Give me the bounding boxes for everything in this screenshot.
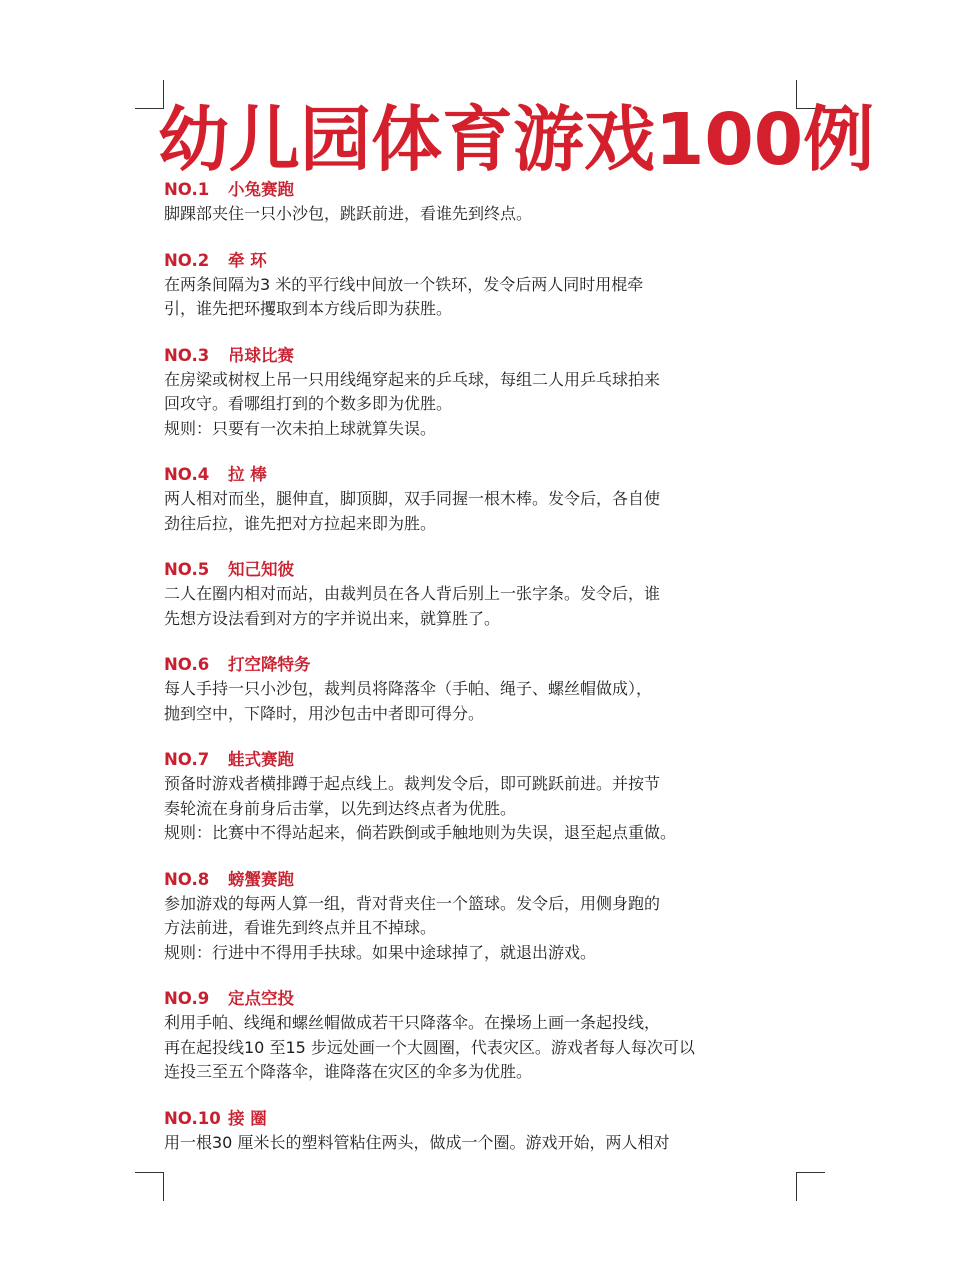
game-number: NO.1 bbox=[164, 180, 210, 199]
game-description-line: 规则：行进中不得用手扶球。如果中途球掉了，就退出游戏。 bbox=[164, 942, 597, 962]
game-name: 小兔赛跑 bbox=[228, 180, 294, 199]
game-name: 定点空投 bbox=[228, 989, 294, 1008]
game-description-line: 预备时游戏者横排蹲于起点线上。裁判发令后，即可跳跃前进。并按节 bbox=[164, 774, 661, 793]
game-description-line: 参加游戏的每两人算一组，背对背夹住一个篮球。发令后，用侧身跑的 bbox=[164, 893, 661, 913]
game-heading bbox=[164, 868, 804, 892]
game-description-line: 引，谁先把环攫取到本方线后即为获胜。 bbox=[164, 299, 453, 318]
game-item bbox=[164, 463, 804, 536]
game-name: 牵 环 bbox=[228, 250, 267, 270]
game-number: NO.8 bbox=[164, 869, 210, 889]
game-item bbox=[164, 868, 804, 966]
game-number: NO.7 bbox=[164, 750, 210, 769]
game-heading bbox=[164, 1107, 804, 1131]
game-item bbox=[164, 748, 804, 846]
game-heading bbox=[164, 987, 804, 1011]
game-heading bbox=[164, 178, 804, 202]
game-name: 蛙式赛跑 bbox=[228, 750, 294, 769]
game-description-line: 连投三至五个降落伞，谁降落在灾区的伞多为优胜。 bbox=[164, 1062, 533, 1081]
game-description-line: 方法前进，看谁先到终点并且不掉球。 bbox=[164, 918, 437, 937]
game-description-line: 回攻守。看哪组打到的个数多即为优胜。 bbox=[164, 394, 453, 413]
game-description-line: 在房梁或树杈上吊一只用线绳穿起来的乒乓球，每组二人用乒乓球拍来 bbox=[164, 369, 661, 389]
game-name: 接 圈 bbox=[228, 1108, 267, 1128]
game-description-line: 每人手持一只小沙包，裁判员将降落伞（手帕、绳子、螺丝帽做成）， bbox=[164, 679, 653, 698]
game-description-line: 先想方设法看到对方的字并说出来，就算胜了。 bbox=[164, 608, 501, 628]
game-description-line: 抛到空中，下降时，用沙包击中者即可得分。 bbox=[164, 703, 485, 723]
game-number: NO.5 bbox=[164, 560, 210, 579]
game-heading bbox=[164, 653, 804, 677]
game-number: NO.9 bbox=[164, 989, 210, 1008]
game-heading bbox=[164, 344, 804, 368]
game-description-line: 规则：比赛中不得站起来，倘若跌倒或手触地则为失误，退至起点重做。 bbox=[164, 823, 677, 842]
game-number: NO.3 bbox=[164, 345, 210, 365]
game-name: 打空降特务 bbox=[228, 655, 311, 674]
game-name: 拉 棒 bbox=[228, 465, 267, 484]
game-item bbox=[164, 249, 804, 322]
game-name: 知己知彼 bbox=[228, 560, 294, 579]
game-description-line: 规则：只要有一次未拍上球就算失误。 bbox=[164, 418, 437, 438]
game-item bbox=[164, 344, 804, 442]
game-number: NO.2 bbox=[164, 250, 210, 270]
game-description-line: 二人在圈内相对而站，由裁判员在各人背后别上一张字条。发令后，谁 bbox=[164, 584, 661, 603]
game-list bbox=[164, 178, 804, 1177]
game-number: NO.10 bbox=[164, 1108, 221, 1128]
game-name: 吊球比赛 bbox=[228, 345, 294, 365]
game-item bbox=[164, 558, 804, 631]
game-number: NO.4 bbox=[164, 465, 210, 484]
game-heading bbox=[164, 558, 804, 582]
game-heading bbox=[164, 463, 804, 487]
game-name: 螃蟹赛跑 bbox=[228, 869, 294, 889]
game-heading bbox=[164, 249, 804, 273]
game-item bbox=[164, 987, 804, 1085]
game-description-line: 劲往后拉，谁先把对方拉起来即为胜。 bbox=[164, 513, 437, 533]
game-number: NO.6 bbox=[164, 655, 210, 674]
game-description-line: 奏轮流在身前身后击掌，以先到达终点者为优胜。 bbox=[164, 798, 517, 818]
game-description-line: 用一根30 厘米长的塑料管粘住两头，做成一个圈。游戏开始，两人相对 bbox=[164, 1132, 670, 1152]
game-description-line: 再在起投线10 至15 步远处画一个大圆圈，代表灾区。游戏者每人每次可以 bbox=[164, 1037, 695, 1057]
game-item bbox=[164, 178, 804, 227]
game-heading bbox=[164, 748, 804, 772]
game-description-line: 脚踝部夹住一只小沙包，跳跃前进，看谁先到终点。 bbox=[164, 204, 533, 223]
game-item bbox=[164, 653, 804, 726]
game-description-line: 两人相对而坐，腿伸直，脚顶脚，双手同握一根木棒。发令后，各自使 bbox=[164, 489, 661, 508]
game-description-line: 利用手帕、线绳和螺丝帽做成若干只降落伞。在操场上画一条起投线， bbox=[164, 1013, 661, 1032]
game-item bbox=[164, 1107, 804, 1156]
game-description-line: 在两条间隔为3 米的平行线中间放一个铁环，发令后两人同时用棍牵 bbox=[164, 274, 644, 294]
page-title: 幼儿园体育游戏100例 bbox=[158, 98, 875, 181]
crop-mark-bottom-left bbox=[135, 1172, 164, 1201]
